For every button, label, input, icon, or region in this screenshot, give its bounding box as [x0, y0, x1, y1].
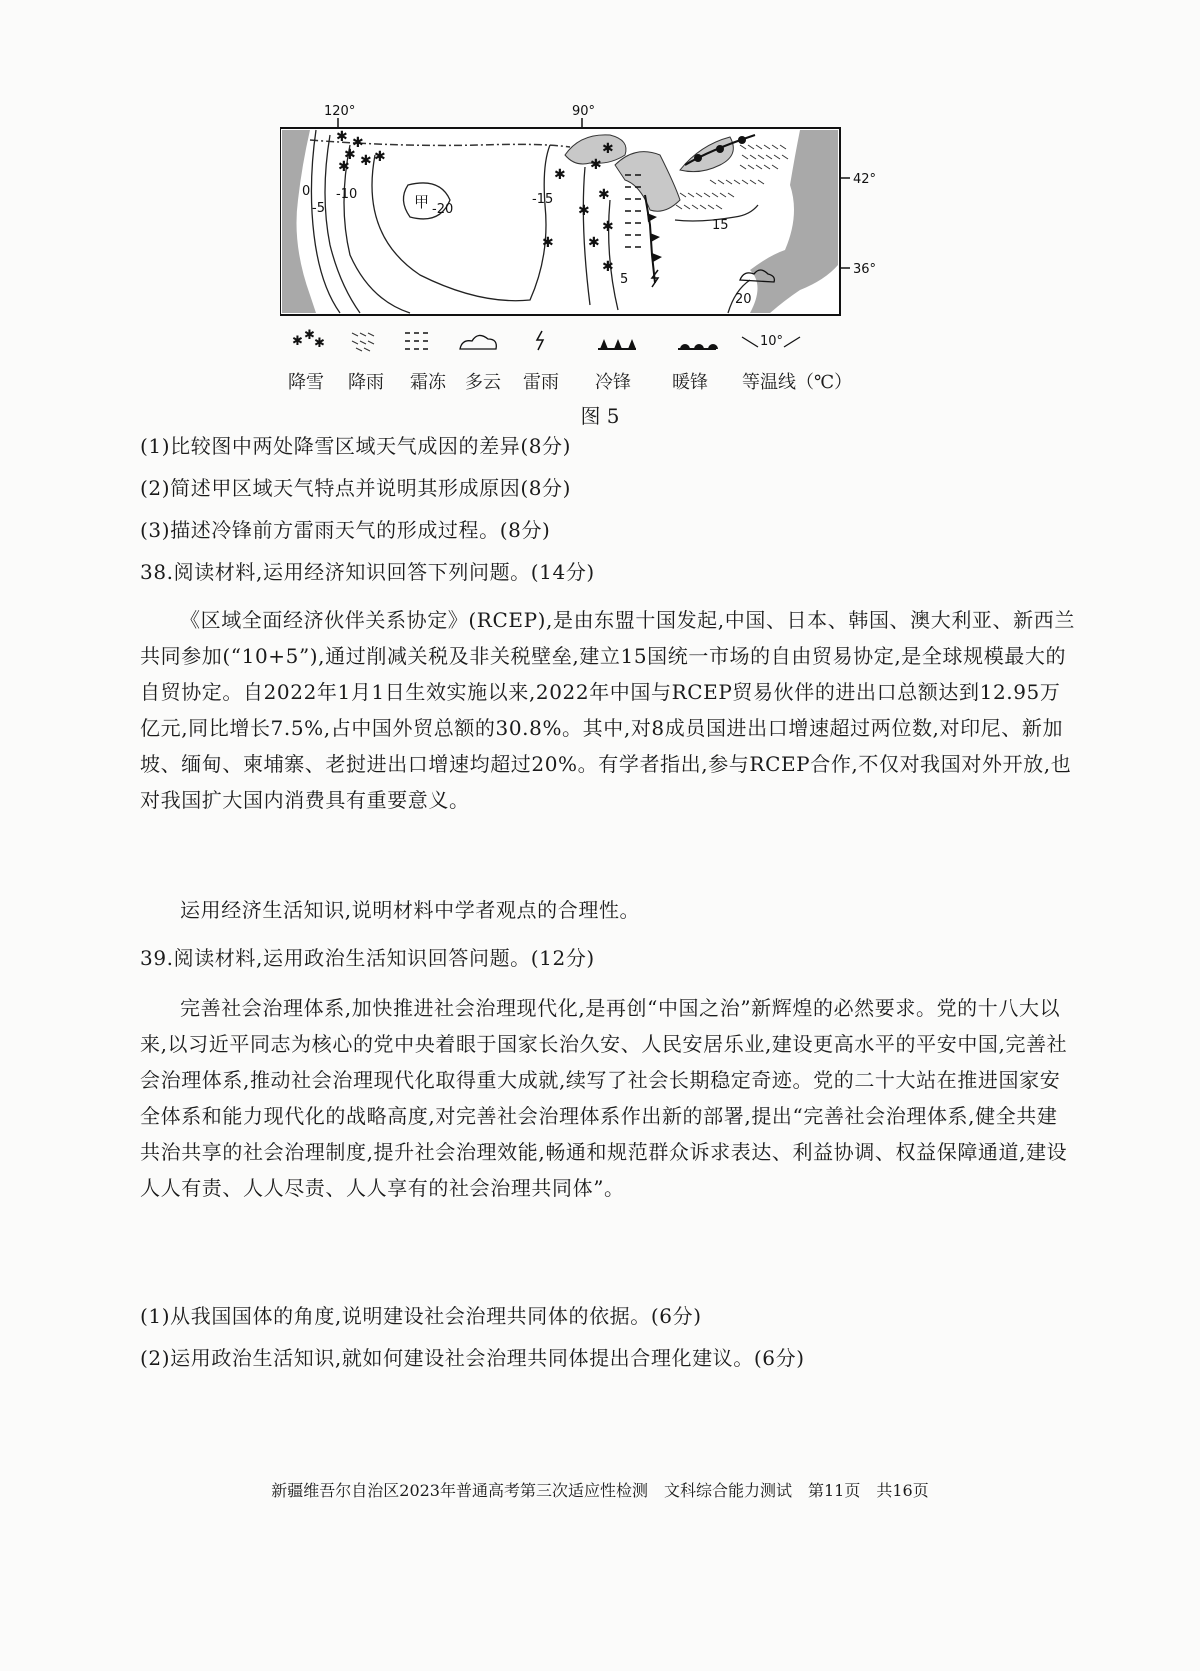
svg-text:✱: ✱: [374, 149, 386, 165]
frost-icon: [405, 333, 428, 349]
longitude-label-90: 90°: [572, 105, 596, 119]
isotherm-label: 20: [735, 292, 752, 307]
q37-sub2: (2)简述甲区域天气特点并说明其形成原因(8分): [140, 476, 572, 500]
isotherm-label: 0: [302, 184, 311, 199]
q38-question: 运用经济生活知识,说明材料中学者观点的合理性。: [180, 898, 641, 922]
q39-material: 完善社会治理体系,加快推进社会治理现代化,是再创“中国之治”新辉煌的必然要求。党的十八大以来,以习近平同志为核心的党中央着眼于国家长治久安、人民安居乐业,建设更高水平的平安中国,完善社会治理体系,推动社会治理现代化取得重大成就,续写了社会长期稳定奇迹。党的二十大站在推进国家安全体系和能力现代化的战略高度,对完善社会治理体系作出新的部署,提出“完善社会治理体系,健全共建共治共享的社会治理制度,提升社会治理效能,畅通和规范群众诉求表达、利益协调、权益保障通道,建设人人有责、人人尽责、人人享有的社会治理共同体”。: [140, 996, 1068, 1200]
svg-text:✱: ✱: [292, 334, 303, 349]
svg-text:✱: ✱: [602, 141, 614, 157]
q37-sub1: (1)比较图中两处降雪区域天气成因的差异(8分): [140, 434, 572, 458]
isotherm-icon: [742, 334, 800, 349]
thunder-icon: [537, 331, 543, 350]
svg-text:✱: ✱: [336, 129, 348, 145]
q39-title: 39.阅读材料,运用政治生活知识回答问题。(12分): [140, 946, 595, 970]
legend-label-isotherm: 等温线（℃）: [742, 372, 853, 393]
longitude-label-120: 120°: [324, 105, 356, 119]
isotherm-label: -20: [432, 202, 454, 217]
legend-label-thunder: 雷雨: [523, 372, 559, 393]
svg-text:✱: ✱: [344, 147, 356, 163]
svg-text:✱: ✱: [602, 259, 614, 275]
rain-icon: [352, 333, 374, 351]
isotherm-label: -15: [532, 192, 554, 207]
isotherm-label: -10: [336, 187, 358, 202]
legend-label-warm-front: 暖锋: [672, 372, 708, 393]
legend-label-rain: 降雨: [348, 372, 384, 393]
area-label-jia: 甲: [414, 193, 430, 211]
q38-title: 38.阅读材料,运用经济知识回答下列问题。(14分): [140, 560, 595, 584]
svg-text:✱: ✱: [578, 203, 590, 219]
isotherm-sample: 10°: [760, 334, 784, 349]
svg-text:✱: ✱: [338, 159, 350, 175]
legend-label-snow: 降雪: [288, 372, 324, 393]
latitude-label-42: 42°: [853, 172, 877, 187]
snow-icon: [292, 328, 325, 351]
svg-text:✱: ✱: [360, 153, 372, 169]
svg-text:✱: ✱: [542, 235, 554, 251]
svg-text:✱: ✱: [590, 157, 602, 173]
svg-text:✱: ✱: [352, 135, 364, 151]
latitude-label-36: 36°: [853, 262, 877, 277]
legend-label-cold-front: 冷锋: [595, 372, 631, 393]
svg-text:✱: ✱: [598, 187, 610, 203]
isotherm-label: -5: [312, 201, 325, 216]
q39-sub2: (2)运用政治生活知识,就如何建设社会治理共同体提出合理化建议。(6分): [140, 1346, 805, 1370]
page-footer: 新疆维吾尔自治区2023年普通高考第三次适应性检测 文科综合能力测试 第11页 共16页: [271, 1481, 929, 1500]
isotherm-label: 15: [712, 218, 729, 233]
svg-text:✱: ✱: [554, 167, 566, 183]
svg-text:✱: ✱: [602, 219, 614, 235]
isotherm-label: 5: [620, 272, 629, 287]
q39-sub1: (1)从我国国体的角度,说明建设社会治理共同体的依据。(6分): [140, 1304, 702, 1328]
svg-text:✱: ✱: [588, 235, 600, 251]
warm-front-icon: [678, 344, 718, 349]
figure-caption: 图 5: [580, 404, 620, 428]
legend-label-frost: 霜冻: [410, 372, 446, 393]
legend-label-cloud: 多云: [465, 372, 501, 393]
cold-front-icon: [598, 339, 636, 349]
legend: [292, 328, 800, 351]
q38-material: 《区域全面经济伙伴关系协定》(RCEP),是由东盟十国发起,中国、日本、韩国、澳大利亚、新西兰共同参加(“10+5”),通过削减关税及非关税壁垒,建立15国统一市场的自由贸易协定,是全球规模最大的自贸协定。自2022年1月1日生效实施以来,2022年中国与RCEP贸易伙伴的进出口总额达到12.95万亿元,同比增长7.5%,占中国外贸总额的30.8%。其中,对8成员国进出口增速超过两位数,对印尼、新加坡、缅甸、柬埔寨、老挝进出口增速均超过20%。有学者指出,参与RCEP合作,不仅对我国对外开放,也对我国扩大国内消费具有重要意义。: [140, 608, 1075, 812]
q37-sub3: (3)描述冷锋前方雷雨天气的形成过程。(8分): [140, 518, 551, 542]
svg-text:✱: ✱: [304, 328, 315, 343]
svg-text:✱: ✱: [314, 336, 325, 351]
cloud-icon: [460, 335, 496, 349]
